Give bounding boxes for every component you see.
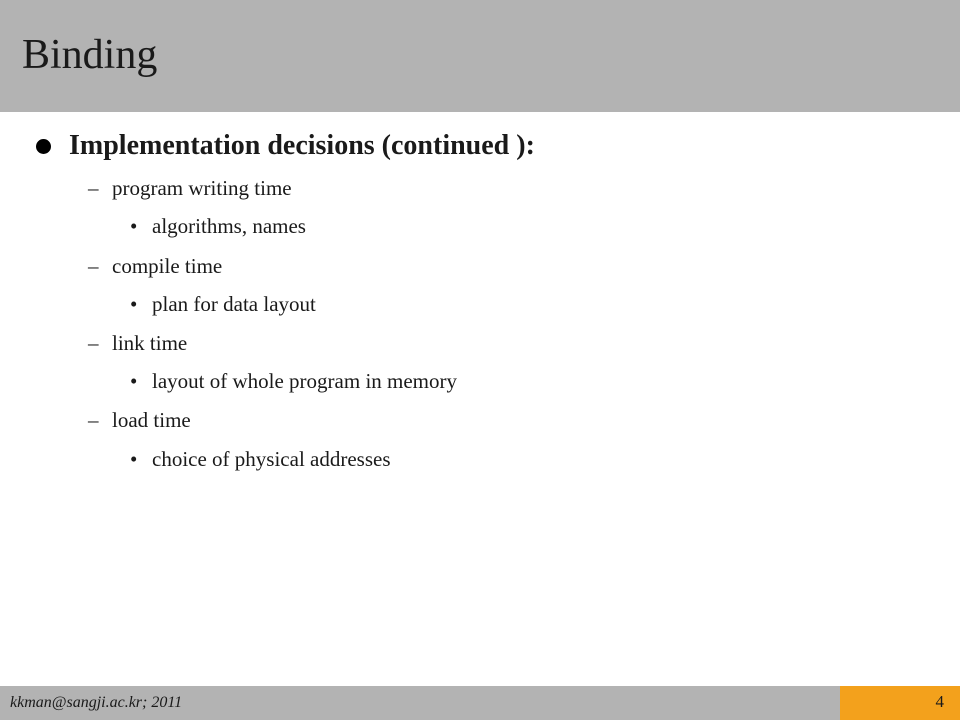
sub-item: [88, 253, 222, 279]
sub-item: [88, 407, 191, 433]
page-number: 4: [935, 692, 944, 711]
bullet-heading: Implementation decisions (continued ):: [69, 130, 535, 161]
slide-title: Binding: [22, 32, 158, 78]
sub-sub-item-label: choice of physical addresses: [152, 446, 391, 471]
sub-item-label: compile time: [112, 253, 223, 278]
sub-sub-item: [130, 368, 457, 394]
sub-sub-item: [130, 291, 316, 317]
sub-item-label: link time: [112, 330, 188, 355]
sub-item-label: program writing time: [112, 175, 292, 200]
sub-sub-item-label: plan for data layout: [152, 291, 316, 316]
sub-sub-item-label: layout of whole program in memory: [152, 368, 458, 393]
footer-author: kkman@sangji.ac.kr; 2011: [10, 694, 183, 711]
bullet-marker: •: [130, 213, 138, 238]
footer-bar: [0, 686, 960, 720]
sub-item: [88, 175, 292, 201]
bullet-dot-icon: [36, 139, 51, 154]
level1-bullet: [36, 129, 535, 163]
page-number-box: [840, 686, 960, 720]
dash-marker: –: [88, 330, 99, 355]
sub-item-label: load time: [112, 407, 191, 432]
sub-sub-item-label: algorithms, names: [152, 213, 306, 238]
dash-marker: –: [88, 407, 99, 432]
bullet-marker: •: [130, 291, 138, 316]
dash-marker: –: [88, 175, 99, 200]
sub-sub-item: [130, 213, 306, 239]
bullet-marker: •: [130, 446, 138, 471]
dash-marker: –: [88, 253, 99, 278]
sub-sub-item: [130, 446, 391, 472]
bullet-marker: •: [130, 368, 138, 393]
sub-item: [88, 330, 187, 356]
